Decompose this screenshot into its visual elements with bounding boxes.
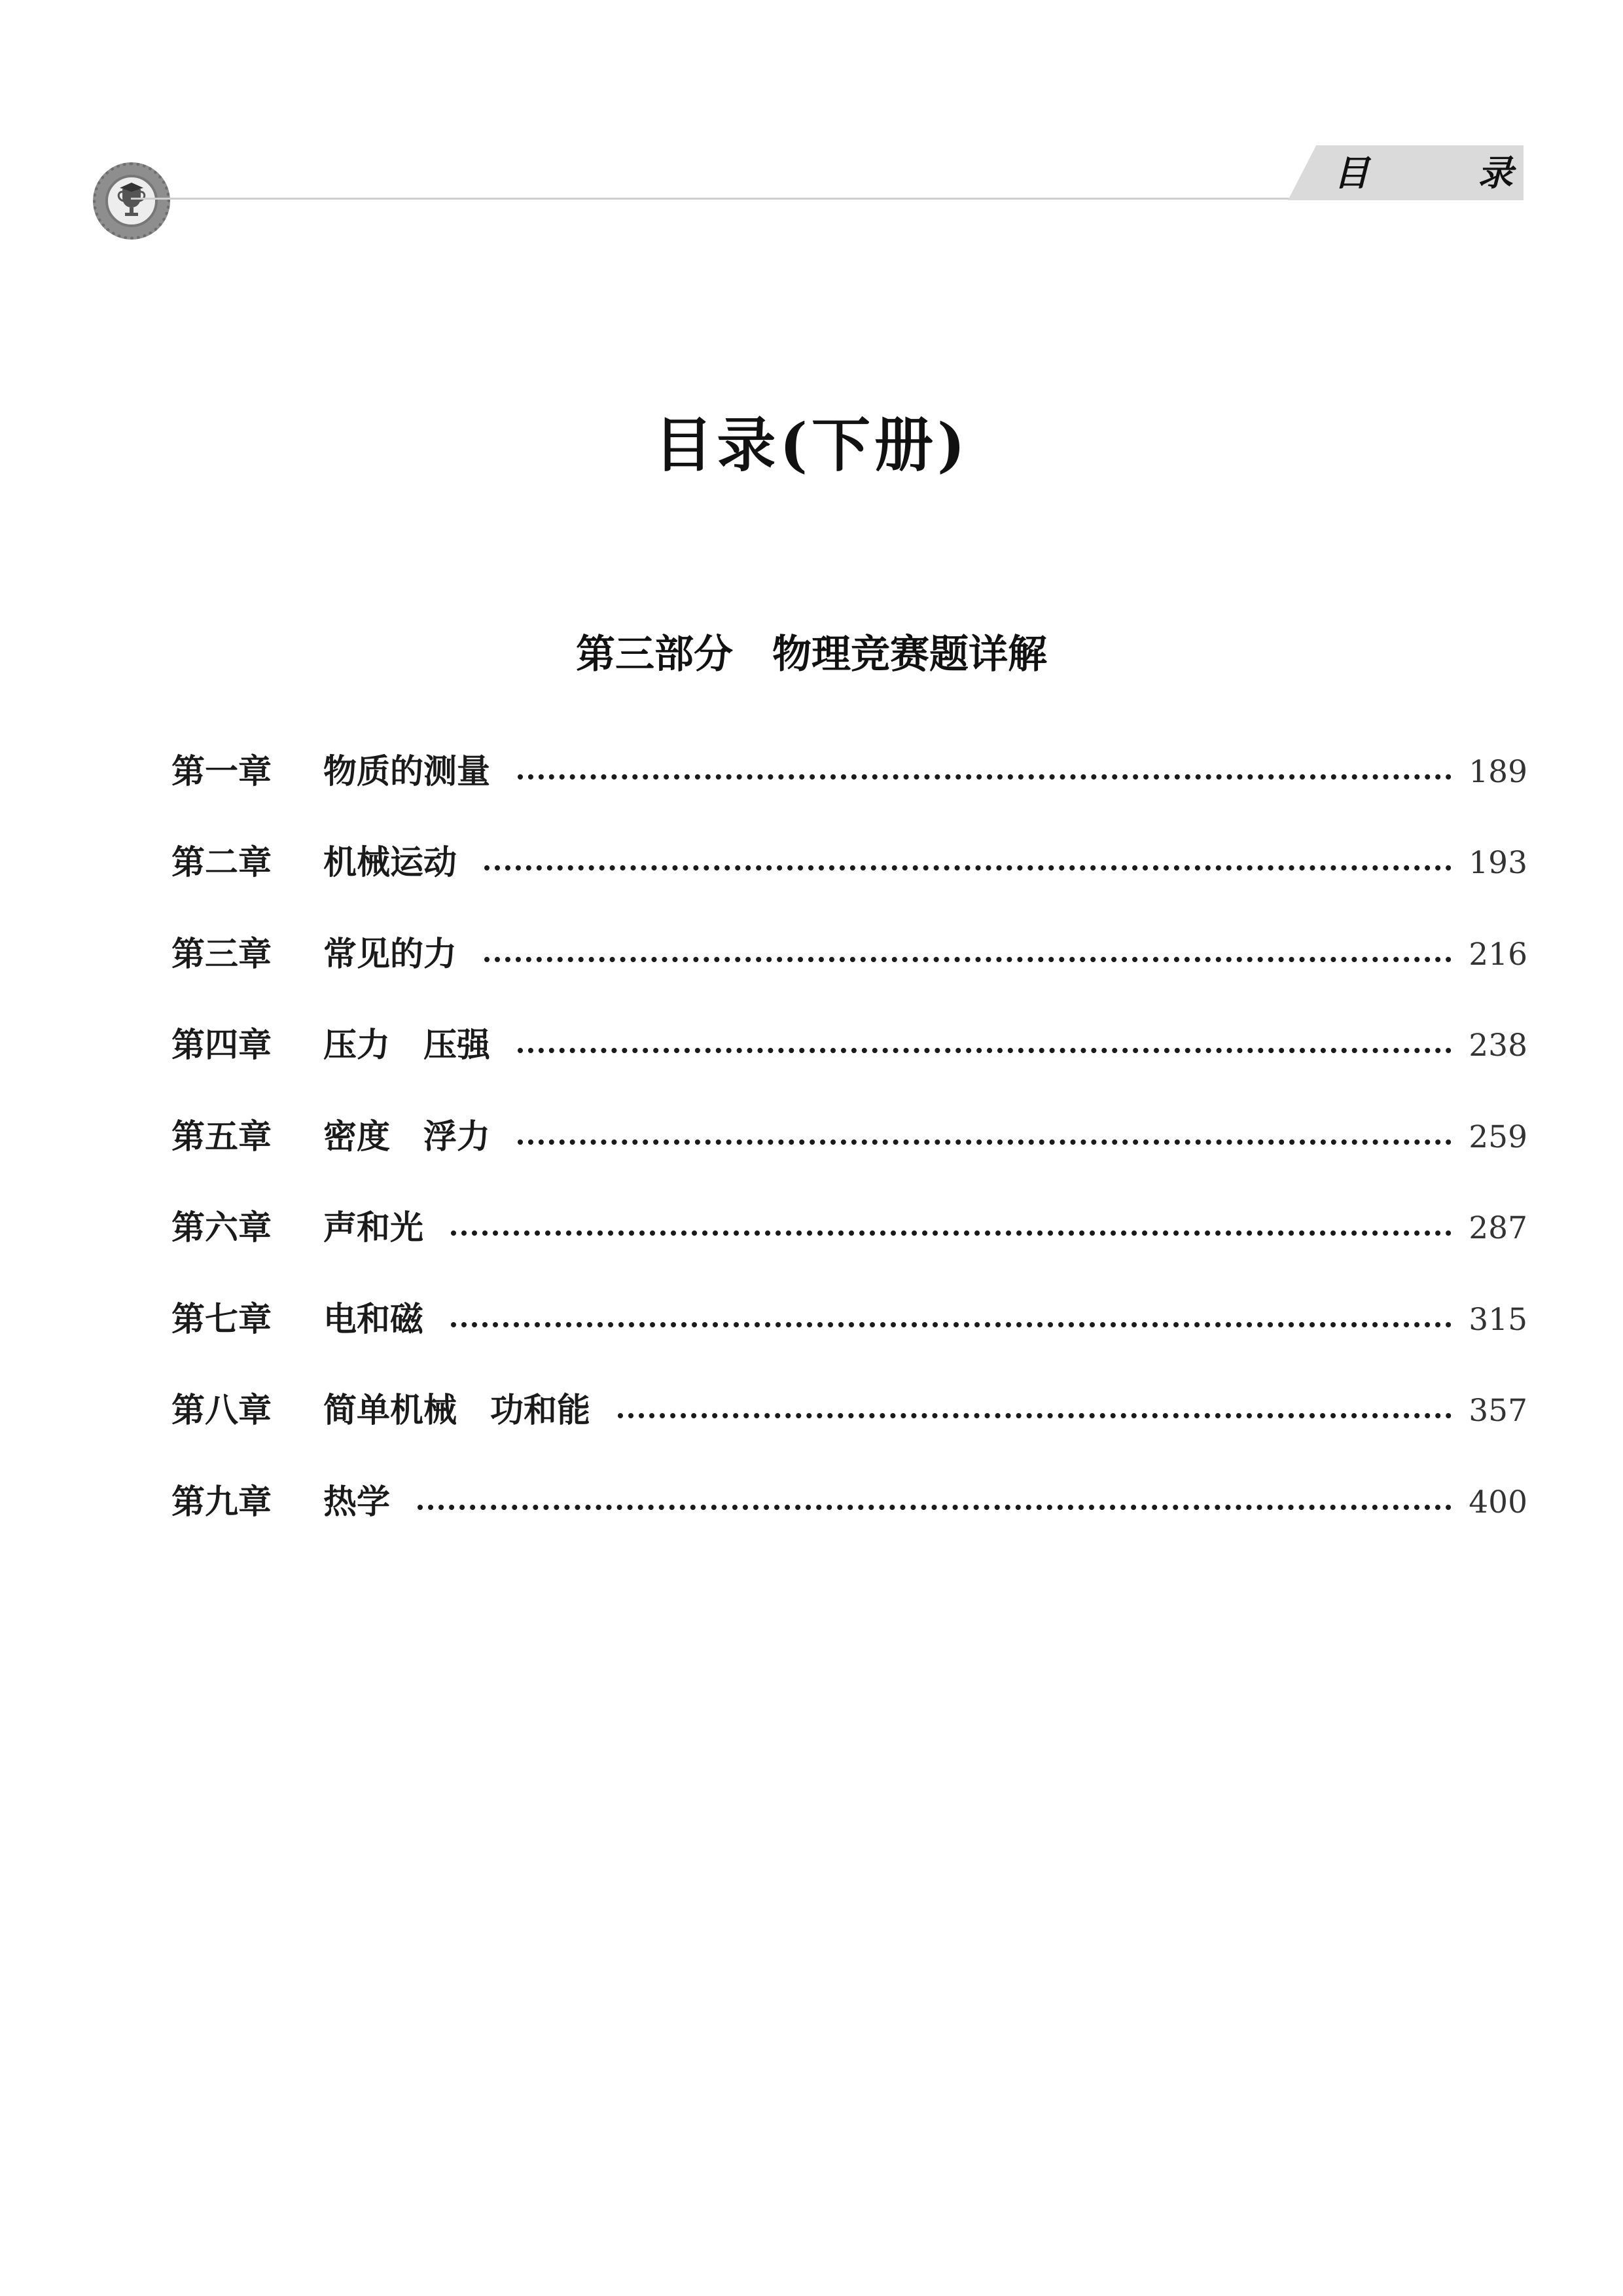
toc-page-number: 400 xyxy=(1469,1484,1527,1520)
toc-chapter-title: 密度 浮力 xyxy=(323,1117,491,1157)
toc-chapter-label: 第四章 xyxy=(171,1026,272,1066)
toc-page-number: 189 xyxy=(1469,753,1527,790)
toc-chapter-label: 第六章 xyxy=(171,1209,272,1248)
toc-chapter-label: 第二章 xyxy=(171,844,272,883)
toc-entry[interactable] xyxy=(171,1366,1527,1458)
toc-page-number: 357 xyxy=(1469,1393,1527,1429)
toc-chapter-title: 声和光 xyxy=(323,1209,424,1248)
toc-dot-leader xyxy=(451,1230,1452,1236)
header-rule xyxy=(131,198,1309,200)
toc-chapter-title: 电和磁 xyxy=(323,1300,424,1339)
toc-chapter-label: 第五章 xyxy=(171,1117,272,1157)
toc-chapter-label: 第一章 xyxy=(171,752,272,791)
toc-chapter-title: 压力 压强 xyxy=(323,1026,491,1066)
toc-entry[interactable] xyxy=(171,818,1527,910)
toc-chapter-title: 简单机械 功和能 xyxy=(323,1391,591,1431)
toc-dot-leader xyxy=(418,1505,1452,1510)
toc-entry[interactable] xyxy=(171,1001,1527,1092)
header-tab-char-1: 目 xyxy=(1334,152,1369,194)
toc-dot-leader xyxy=(451,1322,1452,1327)
toc-chapter-label: 第八章 xyxy=(171,1391,272,1431)
toc-chapter-label: 第七章 xyxy=(171,1300,272,1339)
toc-entry[interactable] xyxy=(171,1092,1527,1183)
toc-entry[interactable] xyxy=(171,909,1527,1001)
toc-page-number: 238 xyxy=(1469,1028,1527,1064)
part-title: 第三部分 物理竞赛题详解 xyxy=(576,632,1047,677)
header-tab-char-2: 录 xyxy=(1478,152,1513,194)
toc-dot-leader xyxy=(518,774,1452,780)
toc-dot-leader xyxy=(484,957,1452,962)
toc-entry[interactable] xyxy=(171,1274,1527,1366)
table-of-contents xyxy=(171,726,1527,1549)
toc-entry[interactable] xyxy=(171,1183,1527,1275)
toc-dot-leader xyxy=(518,1139,1452,1145)
page-title: 目录(下册) xyxy=(654,410,969,480)
toc-page-number: 193 xyxy=(1469,845,1527,882)
toc-page-number: 315 xyxy=(1469,1301,1527,1338)
toc-chapter-title: 热学 xyxy=(323,1482,391,1522)
toc-dot-leader xyxy=(618,1413,1452,1418)
toc-page-number: 216 xyxy=(1469,936,1527,973)
toc-entry[interactable] xyxy=(171,726,1527,818)
toc-chapter-title: 机械运动 xyxy=(323,844,457,883)
toc-page-number: 287 xyxy=(1469,1210,1527,1247)
toc-dot-leader xyxy=(518,1048,1452,1053)
trophy-seal-icon xyxy=(93,162,170,240)
toc-chapter-title: 常见的力 xyxy=(323,935,457,974)
toc-chapter-label: 第九章 xyxy=(171,1482,272,1522)
toc-chapter-title: 物质的测量 xyxy=(323,752,491,791)
toc-chapter-label: 第三章 xyxy=(171,935,272,974)
toc-entry[interactable] xyxy=(171,1457,1527,1549)
toc-dot-leader xyxy=(484,865,1452,870)
toc-page-number: 259 xyxy=(1469,1119,1527,1155)
